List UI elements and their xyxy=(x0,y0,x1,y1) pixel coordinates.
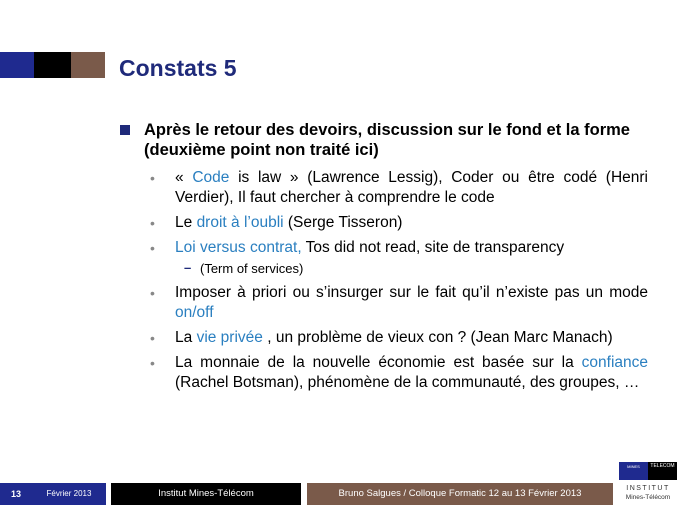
list-item: • « Code is law » (Lawrence Lessig), Coder ou être codé (Henri Verdier), Il faut chercher à comprendre le code xyxy=(150,169,648,206)
bullet-dot-icon: • xyxy=(150,285,155,301)
highlight-droit-oubli: droit à l’oubli xyxy=(196,214,284,231)
header-block-black xyxy=(34,52,71,78)
highlight-vie-privee: vie privée xyxy=(196,329,263,346)
sub-list-item: – (Term of services) xyxy=(184,260,304,276)
bullet-dot-icon: • xyxy=(150,240,155,256)
institut-logo xyxy=(619,462,677,508)
highlight-confiance: confiance xyxy=(581,354,648,371)
main-bullet-text: Après le retour des devoirs, discussion sur le fond et la forme (deuxième point non traité ici) xyxy=(144,121,630,159)
bullet-dot-icon: • xyxy=(150,215,155,231)
footer-date: Février 2013 xyxy=(32,483,106,505)
footer-page-number: 13 xyxy=(0,483,32,505)
dash-bullet-icon: – xyxy=(184,260,192,275)
highlight-loi-contrat: Loi versus contrat, xyxy=(175,239,302,256)
logo-emblem: MINES TELECOM xyxy=(619,462,677,480)
bullet-dot-icon: • xyxy=(150,355,155,371)
highlight-code: Code xyxy=(192,169,230,186)
slide-title: Constats 5 xyxy=(119,55,237,81)
list-item: • La vie privée , un problème de vieux con ? (Jean Marc Manach) xyxy=(150,329,613,346)
header-block-blue xyxy=(0,52,34,78)
footer-institution: Institut Mines-Télécom xyxy=(111,483,301,505)
logo-text-mines-telecom: Mines-Télécom xyxy=(625,494,671,501)
list-item: • Loi versus contrat, Tos did not read, site de transparency xyxy=(150,239,565,256)
main-bullet xyxy=(120,120,648,160)
list-item: • Le droit à l’oubli (Serge Tisseron) xyxy=(150,214,403,231)
list-item: • La monnaie de la nouvelle économie est basée sur la confiance (Rachel Botsman), phénomène de la communauté, des groupes, … xyxy=(150,354,648,391)
square-bullet-icon xyxy=(120,125,130,135)
header-block-brown xyxy=(71,52,105,78)
bullet-dot-icon: • xyxy=(150,330,155,346)
slide-content xyxy=(120,120,648,398)
logo-text-institut: INSTITUT xyxy=(626,485,670,492)
highlight-on-off: on/off xyxy=(175,304,214,321)
footer-author: Bruno Salgues / Colloque Formatic 12 au 13 Février 2013 xyxy=(307,483,613,505)
list-item: • Imposer à priori ou s’insurger sur le fait qu’il n’existe pas un mode on/off xyxy=(150,284,648,321)
bullet-dot-icon: • xyxy=(150,170,155,186)
